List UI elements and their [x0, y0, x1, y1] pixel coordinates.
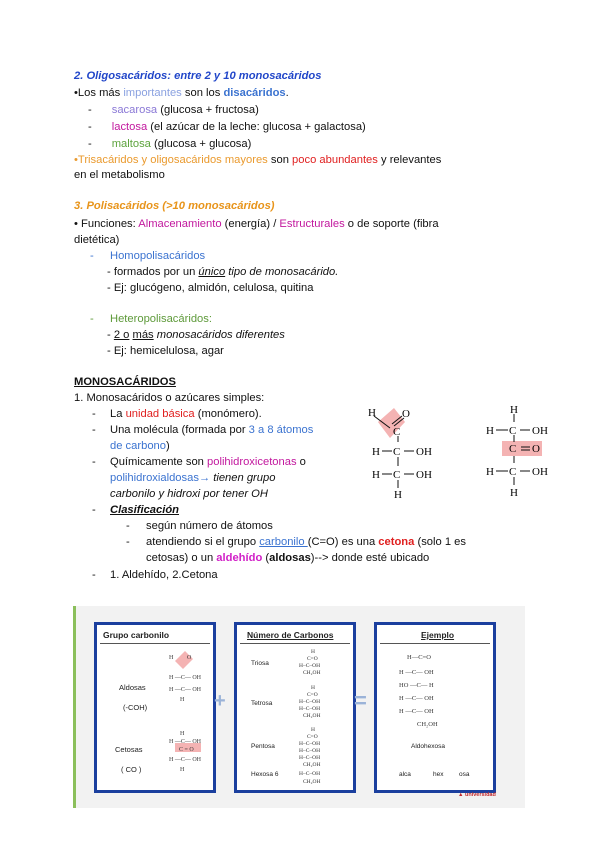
atom: H [169, 655, 174, 661]
ketone-structure [478, 400, 578, 505]
text-maltosa: maltosa [111, 138, 151, 150]
atom: H [486, 425, 494, 437]
university-logo: ▲ universidad [458, 792, 496, 798]
text: •Los más [74, 87, 124, 99]
atom: OH [416, 446, 432, 458]
atom: H —C— OH [399, 695, 434, 702]
text: (glucosa + fructosa) [157, 104, 259, 116]
panel-title: Número de Carbonos [247, 630, 334, 640]
text: - [107, 329, 114, 341]
oligo-line1 [74, 87, 289, 99]
mono-dash-1: - [92, 408, 96, 420]
atom: H —C— OH [169, 687, 202, 693]
atom: C = O [179, 747, 194, 753]
atom: H [394, 489, 402, 501]
mono-item-3-line2 [110, 472, 275, 484]
label-hex: hex [433, 771, 444, 778]
plus-sign: + [214, 690, 226, 712]
text: son [267, 154, 293, 166]
mini-structure-ejemplo [395, 649, 475, 745]
poli-funciones [74, 218, 439, 230]
text-3-a-8: 3 a 8 átomos [248, 424, 314, 436]
carbonyl-highlight [378, 408, 405, 438]
text-polihidroxialdosas: polihidroxialdosas→ [110, 472, 211, 484]
atom: H [510, 487, 518, 499]
mono-dash-3: - [92, 456, 96, 468]
text-disacaridos: disacáridos [223, 87, 286, 99]
hetero-label: Heteropolisacáridos: [110, 313, 212, 325]
atom: H—C=O [407, 654, 431, 661]
atom: H–C–OH [299, 741, 321, 747]
sub-dash-2: - [126, 536, 130, 548]
atom: H–C–OH [299, 706, 321, 712]
atom: O [532, 443, 540, 455]
atom: O [402, 408, 410, 420]
mono-intro: 1. Monosacáridos o azúcares simples: [74, 392, 265, 404]
atom: H–C–OH [299, 748, 321, 754]
text: monosacáridos diferentes [153, 329, 285, 341]
mono-item-3 [110, 456, 306, 468]
dash: - [88, 104, 92, 116]
mono-item-2-line2 [110, 440, 170, 452]
atom: H —C— OH [399, 669, 434, 676]
dash: - [88, 138, 92, 150]
atom: H [372, 469, 380, 481]
mono-heading: MONOSACÁRIDOS [74, 376, 176, 388]
text-unidad-basica: unidad básica [125, 408, 195, 420]
list-item-maltosa [88, 138, 251, 150]
poli-funciones-line2: dietética) [74, 234, 120, 246]
text: ( [262, 552, 270, 564]
atom: OH [532, 425, 548, 437]
label-cetosas: Cetosas [115, 745, 143, 754]
text: tipo de monosacárido. [225, 266, 339, 278]
text-2o: 2 o [113, 329, 130, 341]
label-aldohexosa: Aldohexosa [411, 743, 445, 750]
oligo-tri-line2: en el metabolismo [74, 169, 165, 181]
text: y relevantes [377, 154, 442, 166]
text: ) [165, 440, 170, 452]
atom: H —C— OH [169, 739, 202, 745]
text: son los [181, 87, 224, 99]
text: La [110, 408, 126, 420]
dash: - [88, 121, 92, 133]
label-osa: osa [459, 771, 470, 778]
divider [240, 643, 350, 644]
label-coh: (-COH) [123, 703, 148, 712]
text: (glucosa + glucosa) [150, 138, 252, 150]
label-ald: alca [399, 771, 411, 778]
logo-text: universidad [464, 792, 496, 798]
text-importantes: importantes [123, 87, 182, 99]
text: o de soporte (fibra [344, 218, 439, 230]
label-tetrosa: Tetrosa [251, 700, 273, 707]
text-cetona: cetona [378, 536, 415, 548]
text: (energía) / [221, 218, 280, 230]
text: . [285, 87, 289, 99]
atom: H [372, 446, 380, 458]
homo-line1 [107, 266, 338, 278]
text: (monómero). [194, 408, 262, 420]
atom: CH₂OH [303, 670, 321, 676]
atom: C [509, 425, 517, 437]
hetero-line1 [107, 329, 285, 341]
atom: OH [532, 466, 548, 478]
text: Una molécula (formada por [110, 424, 249, 436]
mono-item-3-line3: carbonilo y hidroxi por tener OH [110, 488, 268, 500]
atom: CH₂OH [417, 721, 438, 728]
label-aldosas: Aldosas [119, 683, 146, 692]
atom: CH₂OH [303, 779, 321, 785]
atom: O [187, 655, 192, 661]
text-lactosa: lactosa [111, 121, 148, 133]
atom: CH₂OH [303, 762, 321, 768]
text: (el azúcar de la leche: glucosa + galactosa) [147, 121, 366, 133]
atom: H —C— OH [399, 708, 434, 715]
mono-item-2 [110, 424, 313, 436]
atom: H —C— OH [169, 757, 202, 763]
atom: H [180, 767, 185, 773]
atom: H [311, 685, 315, 691]
oligo-tri-line [74, 154, 441, 166]
atom: H —C— OH [169, 675, 202, 681]
label-pentosa: Pentosa [251, 743, 275, 750]
atom: CH₂OH [303, 713, 321, 719]
atom: H–C–OH [299, 755, 321, 761]
atom: C [393, 446, 401, 458]
panel-ejemplo [374, 622, 496, 793]
sub-item-2 [146, 536, 466, 548]
text-almacenamiento: Almacenamiento [138, 218, 222, 230]
divider [380, 643, 490, 644]
mono-dash-2: - [92, 424, 96, 436]
label-co: ( CO ) [121, 765, 142, 774]
text: tienen grupo [210, 472, 276, 484]
text-aldosas: aldosas [269, 552, 311, 564]
atom: H–C–OH [299, 663, 321, 669]
hetero-line2: - Ej: hemicelulosa, agar [107, 345, 224, 357]
atom: C=O [307, 734, 318, 740]
divider [100, 643, 210, 644]
atom: C [393, 469, 401, 481]
atom: OH [416, 469, 432, 481]
atom: H–C–OH [299, 771, 321, 777]
atom: H [486, 466, 494, 478]
label-triosa: Triosa [251, 660, 269, 667]
mono-clasificacion: Clasificación [110, 504, 180, 516]
hetero-dash: - [90, 313, 94, 325]
text-polihidroxicetonas: polihidroxicetonas [207, 456, 297, 468]
equals-sign: = [354, 688, 367, 713]
panel-title: Grupo carbonilo [103, 630, 170, 640]
atom: C [509, 443, 517, 455]
list-item-sacarosa [88, 104, 259, 116]
homo-label: Homopolisacáridos [110, 250, 206, 262]
text: cetosas) o un [146, 552, 217, 564]
sub-dash-1: - [126, 520, 130, 532]
text-estructurales: Estructurales [279, 218, 345, 230]
atom: H [311, 649, 315, 655]
poli-heading: 3. Polisacáridos (>10 monosacáridos) [74, 200, 275, 212]
homo-line2: - Ej: glucógeno, almidón, celulosa, quitina [107, 282, 314, 294]
text-trisacaridos: •Trisacáridos y oligosacáridos mayores [74, 154, 268, 166]
text: o [296, 456, 306, 468]
panel-title: Ejemplo [421, 630, 455, 640]
text-de-carbono: de carbono [110, 440, 166, 452]
mono-dash-5: - [92, 569, 96, 581]
text-carbonilo: carbonilo [259, 536, 308, 548]
atom: HO —C— H [399, 682, 434, 689]
atom: H [311, 727, 315, 733]
sub-item-1: según número de átomos [146, 520, 273, 532]
text-mas: más [132, 329, 154, 341]
text: atendiendo si el grupo [146, 536, 260, 548]
mini-structures-carbonilo [161, 647, 209, 787]
text-unico: único [198, 266, 226, 278]
text-poco-abundantes: poco abundantes [292, 154, 378, 166]
text: (C=O) es una [307, 536, 379, 548]
list-item-lactosa [88, 121, 366, 133]
text: • Funciones: [74, 218, 139, 230]
mono-dash-4: - [92, 504, 96, 516]
atom: H–C–OH [299, 699, 321, 705]
text-aldehido: aldehído [216, 552, 263, 564]
atom: C=O [307, 692, 318, 698]
text-sacarosa: sacarosa [111, 104, 158, 116]
text: Químicamente son [110, 456, 208, 468]
label-hexosa: Hexosa 6 [251, 771, 279, 778]
text: )--> donde esté ubicado [310, 552, 430, 564]
atom: H [368, 407, 376, 419]
atom: H [510, 404, 518, 416]
sub-item-2-line2 [146, 552, 429, 564]
oligo-heading: 2. Oligosacáridos: entre 2 y 10 monosacáridos [74, 70, 322, 82]
mono-item-1 [110, 408, 262, 420]
atom: C [393, 426, 401, 438]
mini-structures-carbonos [297, 645, 351, 787]
figure-accent-bar [73, 606, 76, 808]
panel-numero-carbonos [234, 622, 356, 793]
atom: H [180, 731, 185, 737]
atom: C [509, 466, 517, 478]
homo-dash: - [90, 250, 94, 262]
panel-grupo-carbonilo [94, 622, 216, 793]
text: (solo 1 es [414, 536, 466, 548]
aldehyde-structure [360, 400, 460, 505]
text: - formados por un [107, 266, 199, 278]
atom: H [180, 697, 185, 703]
mono-item-5: 1. Aldehído, 2.Cetona [110, 569, 218, 581]
atom: C=O [307, 656, 318, 662]
